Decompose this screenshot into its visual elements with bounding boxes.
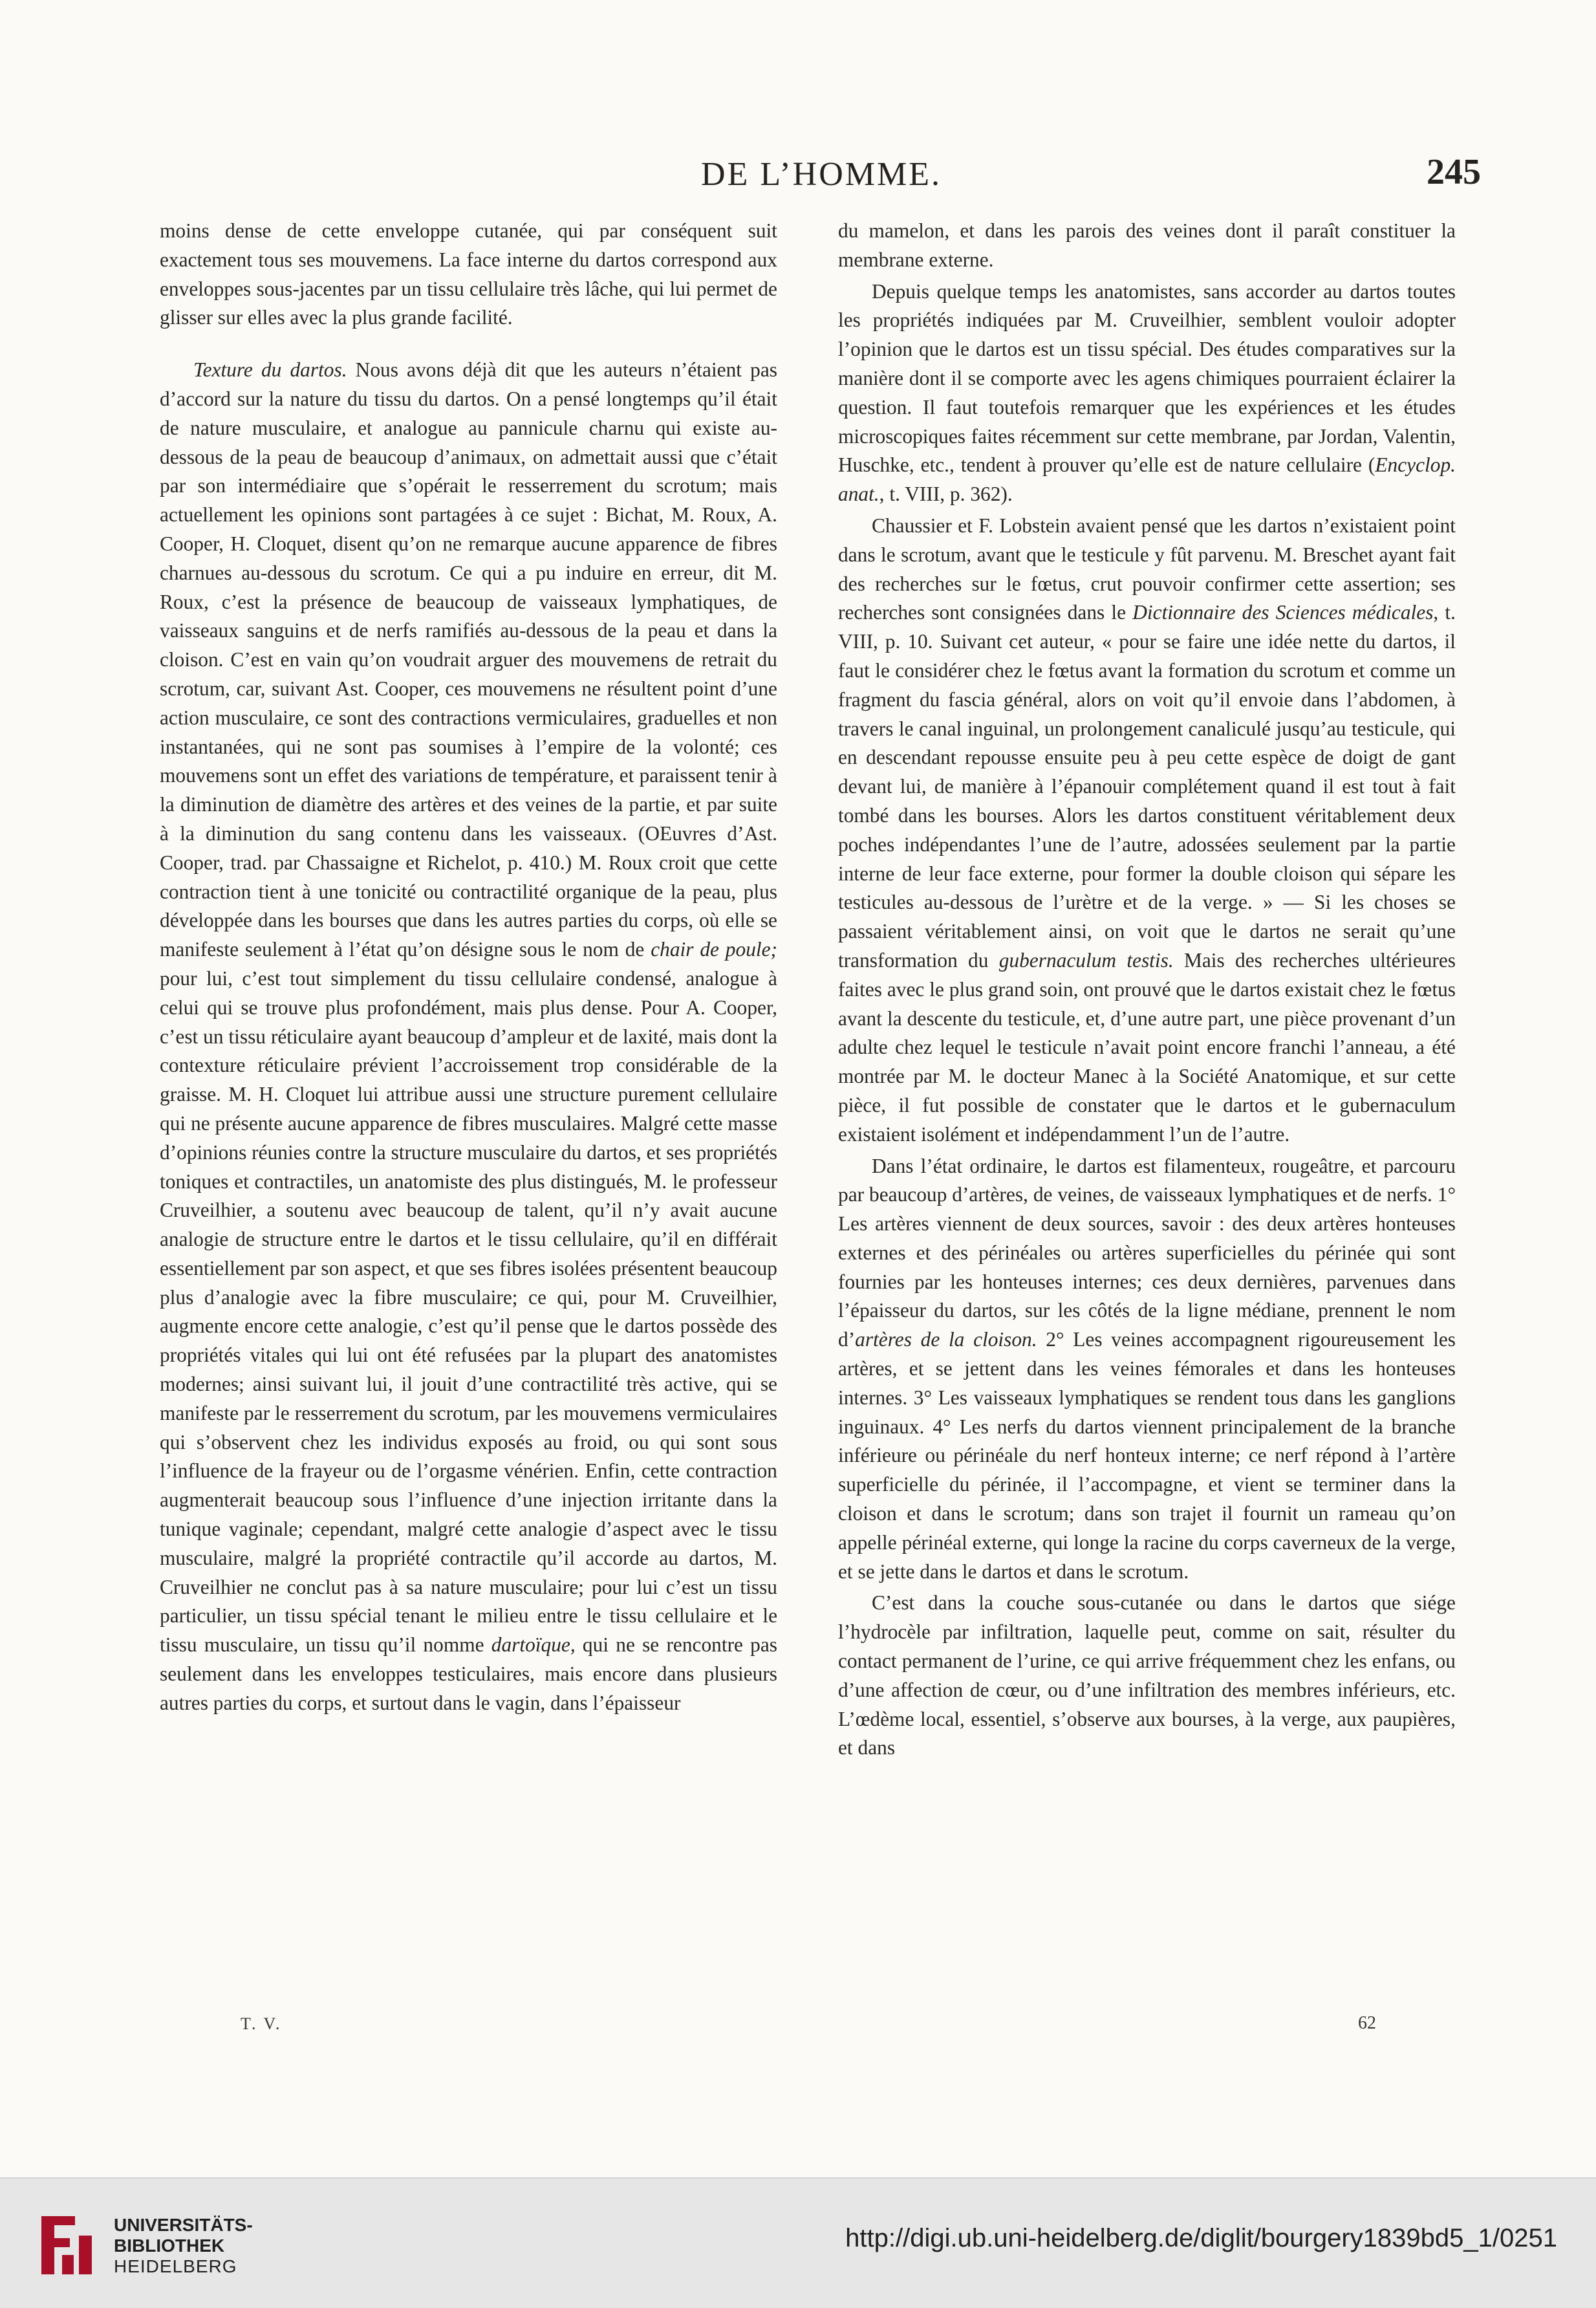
text-run: , t. VIII, p. 362). — [879, 483, 1013, 506]
page-number: 245 — [1427, 152, 1481, 192]
text-run: Depuis quelque temps les anatomistes, sans accorder au dartos toutes les propriétés indiquées par M. Cruveilhier, semblent vouloir adopter l’opinion que le dartos est un tissu spécial. Des études comparatives sur la manière dont il se comporte avec les agens chimiques pourraient éclairer la question. Il faut toutefois remarquer que les expériences et les études microscopiques faites récemment sur cette membrane, par Jordan, Valentin, Huschke, etc., tendent à prouver qu’elle est de nature cellulaire ( — [838, 279, 1456, 477]
text-run: Mais des recherches ultérieures faites avec le plus grand soin, ont prouvé que le dartos existait chez le fœtus avant la descente du testicule, et, d’une autre part, une pièce provenant d’un adulte chez lequel le testicule n’avait point encore franchi l’anneau, a été montrée par M. le docteur Manec à la Société Anatomique, et sur cette pièce, il fut possible de constater que le dartos et le gubernaculum existaient isolément et indépendamment l’un de l’autre. — [838, 948, 1456, 1146]
library-name-line: HEIDELBERG — [114, 2256, 237, 2276]
paragraph: C’est dans la couche sous-cutanée ou dans le dartos que siége l’hydrocèle par infiltration, laquelle peut, comme on sait, résulter du contact permanent de l’urine, ce qui arrive fréquemment chez les enfans, ou d’une affection de cœur, ou d’une infiltration des membres inférieurs, etc. L’œdème local, essentiel, s’observe aux bourses, à la verge, aux paupières, et dans — [838, 1591, 1456, 1759]
italic-citation: Encyclop. anat. — [838, 453, 1456, 506]
library-footer-bar — [0, 2177, 1596, 2308]
paragraph — [838, 512, 1456, 1149]
library-name — [114, 2215, 253, 2277]
permalink-url[interactable]: http://digi.ub.uni-heidelberg.de/diglit/bourgery1839bd5_1/0251 — [845, 2224, 1557, 2252]
left-text-column — [160, 217, 777, 1718]
paragraph: moins dense de cette enveloppe cutanée, qui par conséquent suit exactement tous ses mouvemens. La face interne du dartos correspond aux enveloppes sous-jacentes par un tissu cellulaire très lâche, qui lui permet de glisser sur elles avec la plus grande facilité. — [160, 219, 777, 329]
text-run: Dans l’état ordinaire, le dartos est filamenteux, rougeâtre, et parcouru par beaucoup d’artères, de veines, de vaisseaux lymphatiques et de nerfs. 1° Les artères viennent de deux sources, savoir : des deux artères honteuses externes et des périnéales ou artères superficielles du périnée qui sont fournies par les honteuses internes; ces deux dernières, parvenues dans l’épaisseur du dartos, sur les côtés de la ligne médiane, prennent le nom d’ — [838, 1154, 1456, 1351]
paragraph — [838, 1152, 1456, 1587]
text-run: pour lui, c’est tout simplement du tissu cellulaire condensé, analogue à celui qui se trouve plus profondément, mais plus dense. Pour A. Cooper, c’est un tissu réticulaire ayant beaucoup d’ampleur et de laxité, mais dont la contexture réticulaire prévient l’accroissement trop considérable de la graisse. M. H. Cloquet lui attribue aussi une structure purement cellulaire qui ne présente aucune apparence de fibres musculaires. Malgré cette masse d’opinions réunies contre la structure musculaire du dartos, et ses propriétés toniques et contractiles, un anatomiste des plus distingués, M. le professeur Cruveilhier, a soutenu avec beaucoup de talent, qu’il n’y avait aucune analogie de structure entre le dartos et le tissu cellulaire, qu’il en différait essentiellement par son aspect, et que ses fibres isolées présentent beaucoup plus d’analogie avec la fibre musculaire; ce qui, pour M. Cruveilhier, augmente encore cette analogie, c’est qu’il pense que le dartos possède des propriétés vitales qui lui ont été refusées par la plupart des anatomistes modernes; ainsi suivant lui, il jouit d’une contractilité très active, qui se manifeste par le resserrement du scrotum, par les mouvemens vermiculaires qui s’observent chez les individus exposés au froid, ou qui sont sous l’influence de la frayeur ou de l’orgasme vénérien. Enfin, cette contraction augmenterait beaucoup sous l’influence d’une injection irritante dans la tunique vaginale; cependant, malgré cette analogie d’aspect avec le tissu musculaire, malgré la propriété contractile qu’il accorde au dartos, M. Cruveilhier ne conclut pas à sa nature musculaire; pour lui c’est un tissu particulier, un tissu spécial tenant le milieu entre le tissu cellulaire et le tissu musculaire, un tissu qu’il nomme — [160, 966, 777, 1657]
running-header — [162, 152, 1481, 201]
library-name-line: UNIVERSITÄTS- — [114, 2215, 253, 2235]
paragraph — [160, 356, 777, 1717]
paragraph: du mamelon, et dans les parois des veines dont il paraît constituer la membrane externe. — [838, 219, 1456, 271]
italic-citation: Dictionnaire des Sciences médicales — [1132, 601, 1434, 624]
italic-term: chair de poule; — [651, 938, 777, 961]
italic-term: artères de la cloison. — [855, 1328, 1037, 1351]
text-run: , t. VIII, p. 10. Suivant cet auteur, « pour se faire une idée nette du dartos, il faut le considérer chez le fœtus avant la formation du scrotum et comme un fragment du fascia général, alors on voit qu’il envoie dans l’abdomen, à travers le canal inguinal, un prolongement canaliculé jusqu’au testicule, qui en descendant repousse ensuite peu à peu cette espèce de doigt de gant devant lui, de manière à l’épanouir complétement quand il est tout à fait tombé dans les bourses. Alors les dartos constituent véritablement deux poches indépendantes l’une de l’autre, adossées seulement par la partie interne de leur face externe, pour former la double cloison qui sépare les testicules au-dessous de l’urètre et de la verge. » — Si les choses se passaient véritablement ainsi, on voit que le dartos ne serait qu’une transformation du — [838, 601, 1456, 972]
section-heading-texture: Texture du dartos. — [193, 358, 347, 382]
paragraph — [838, 278, 1456, 509]
university-seal-icon — [36, 2210, 96, 2281]
text-run: 2° Les veines accompagnent rigoureusement les artères, et se jettent dans les veines fémorales et dans les honteuses internes. 3° Les vaisseaux lymphatiques se rendent tous dans les ganglions inguinaux. 4° Les nerfs du dartos viennent principalement de la branche inférieure ou périnéale du nerf honteux interne; ce nerf répond à l’artère superficielle du périnée, il l’accompagne, et vient se terminer dans la cloison et dans le scrotum; dans son trajet il fournit un rameau qu’on appelle périnéal externe, qui longe la racine du corps caverneux de la verge, et se jette dans le dartos et dans le scrotum. — [838, 1328, 1456, 1583]
italic-term: dartoïque, — [491, 1633, 576, 1657]
text-run: Nous avons déjà dit que les auteurs n’étaient pas d’accord sur la nature du tissu du dartos. On a pensé longtemps qu’il était de nature musculaire, et analogue au pannicule charnu qui existe au-dessous de la peau de beaucoup d’animaux, on admettait aussi que c’était par son intermédiaire que s’opérait le resserrement du scrotum; mais actuellement les opinions sont partagées à ce sujet : Bichat, M. Roux, A. Cooper, H. Cloquet, disent qu’on ne remarque aucune apparence de fibres charnues au-dessous du scrotum. Ce qui a pu induire en erreur, dit M. Roux, c’est la présence de beaucoup de vaisseaux lymphatiques, de vaisseaux sanguins et de nerfs ramifiés au-dessous de la peau et dans la cloison. C’est en vain qu’on voudrait arguer des mouvemens de retrait du scrotum, car, suivant Ast. Cooper, ces mouvemens ne résultent point d’une action musculaire, ce sont des contractions vermiculaires, graduelles et non instantanées, qui ne sont pas soumises à l’empire de la volonté; ces mouvemens sont un effet des variations de température, et paraissent tenir à la diminution de diamètre des artères et des veines de la partie, et par suite à la diminution du sang contenu dans les vaisseaux. (OEuvres d’Ast. Cooper, trad. par Chassaigne et Richelot, p. 410.) M. Roux croit que cette contraction tient à une tonicité ou contractilité organique de la peau, plus développée dans les bourses que dans les autres parties du corps, où elle se manifeste seulement à l’état qu’on désigne sous le nom de — [160, 358, 777, 961]
volume-signature: T. V. — [241, 2014, 282, 2033]
text-run: Chaussier et F. Lobstein avaient pensé que les dartos n’existaient point dans le scrotum, avant que le testicule y fût parvenu. M. Breschet ayant fait des recherches sur le fœtus, crut pouvoir confirmer cette assertion; ses recherches sont consignées dans le — [838, 514, 1456, 624]
library-name-line: BIBLIOTHEK — [114, 2236, 225, 2256]
italic-term: gubernaculum testis. — [998, 948, 1174, 972]
right-text-column — [838, 217, 1456, 1763]
page-header-title: DE L’HOMME. — [701, 156, 942, 193]
text-run: qui ne se rencontre pas seulement dans les enveloppes testiculaires, mais encore dans plusieurs autres parties du corps, et surtout dans le vagin, dans l’épaisseur — [160, 1633, 778, 1714]
folio-number: 62 — [1358, 2013, 1376, 2033]
